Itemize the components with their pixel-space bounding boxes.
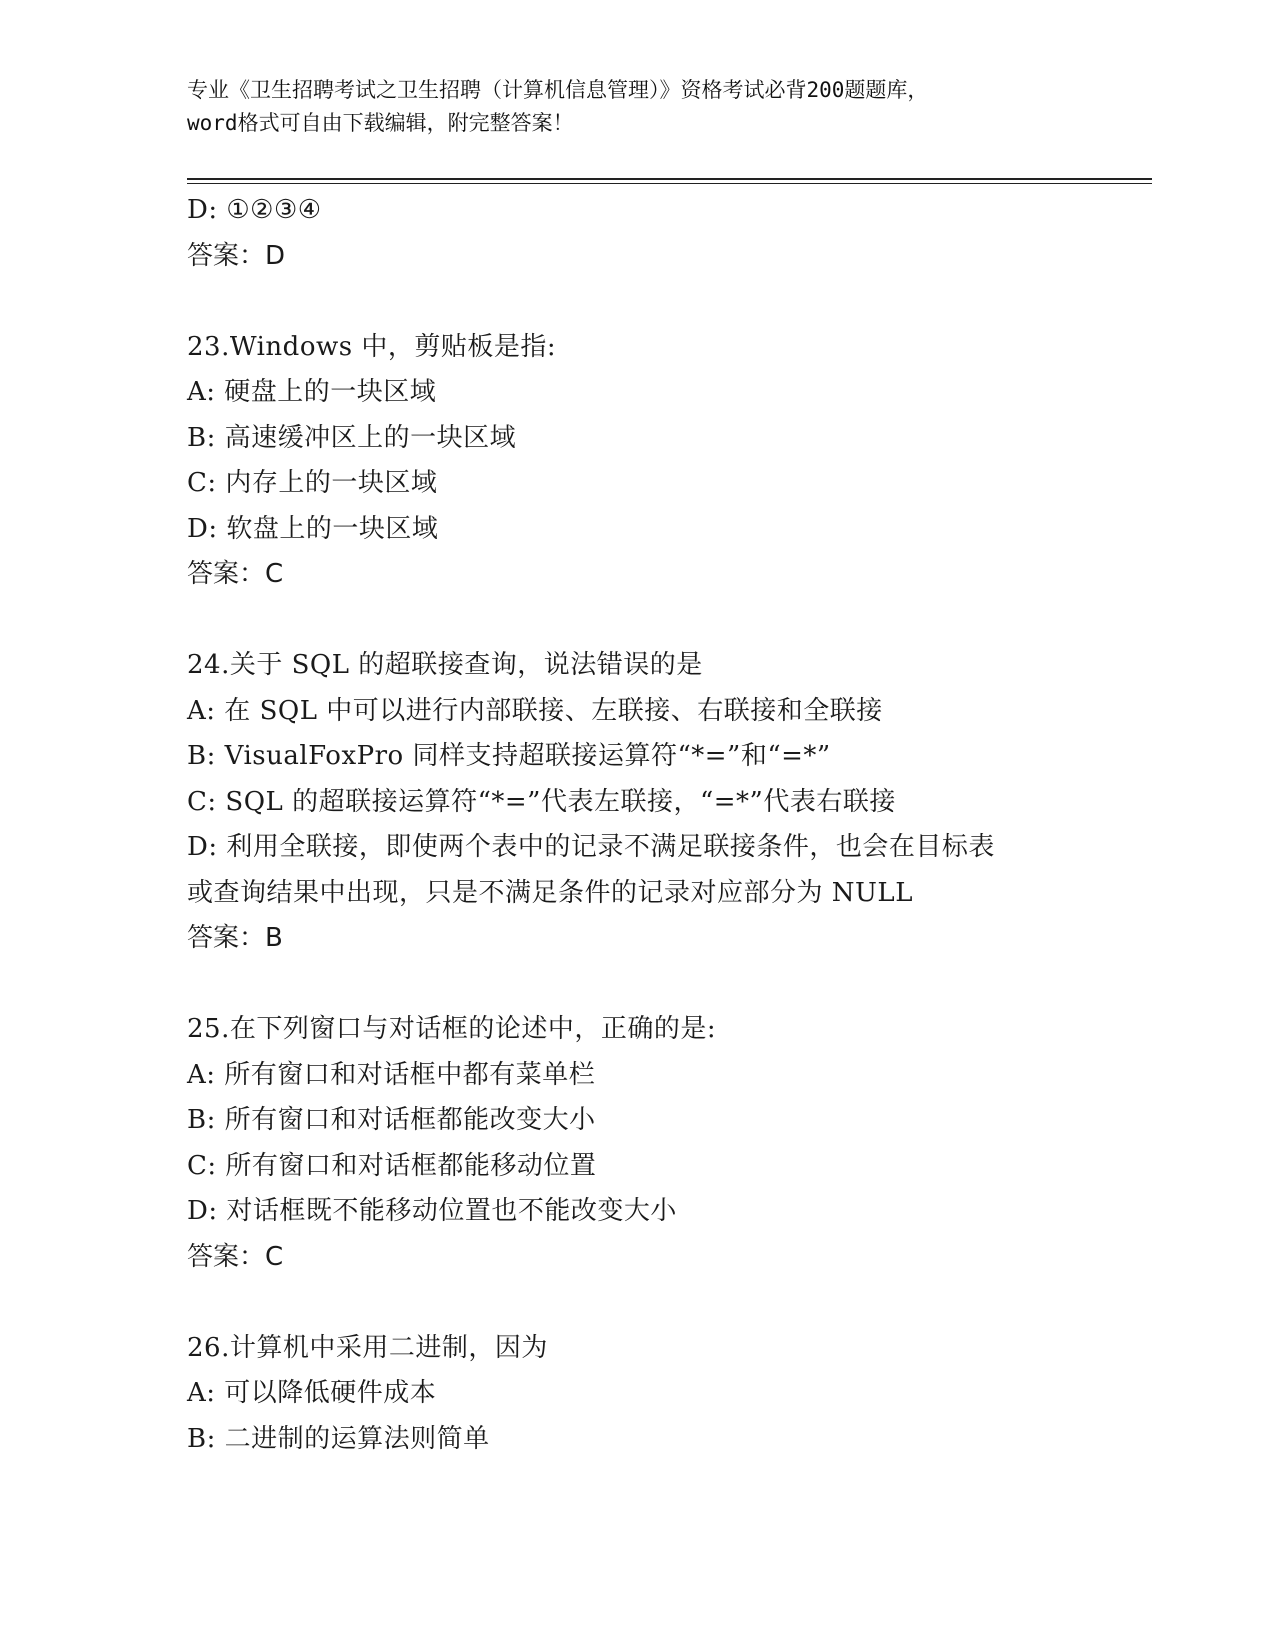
option-b: B: 所有窗口和对话框都能改变大小 [187,1105,596,1135]
question-23 [187,325,1147,598]
page-header [187,74,1087,140]
option-a: A: 在 SQL 中可以进行内部联接、左联接、右联接和全联接 [187,695,883,726]
spacer [187,1280,1147,1326]
option-a: A: 可以降低硬件成本 [187,1378,437,1408]
header-title-line-1: 专业《卫生招聘考试之卫生招聘（计算机信息管理）》资格考试必背200题题库， [187,78,929,102]
option-d: D: 软盘上的一块区域 [187,513,439,544]
question-25 [187,1007,1147,1280]
answer: 答案：C [187,559,284,589]
question-24 [187,643,1147,962]
option-b: B: VisualFoxPro 同样支持超联接运算符“*=”和“=*” [187,741,831,771]
question-list [187,188,1147,1462]
option-a: A: 硬盘上的一块区域 [187,377,437,407]
question-stem: 25.在下列窗口与对话框的论述中，正确的是: [187,1014,717,1044]
prev-option-d: D: ①②③④ [187,195,322,225]
answer: 答案：C [187,1241,284,1272]
option-c: C: SQL 的超联接运算符“*=”代表左联接，“=*”代表右联接 [187,786,896,817]
option-c: C: 所有窗口和对话框都能移动位置 [187,1150,597,1181]
spacer [187,962,1147,1008]
spacer [187,598,1147,644]
option-c: C: 内存上的一块区域 [187,468,438,498]
option-d-line-1: D: 利用全联接，即使两个表中的记录不满足联接条件，也会在目标表 [187,832,995,862]
prev-answer: 答案：D [187,240,286,271]
spacer [187,279,1147,325]
header-divider [187,178,1152,184]
question-stem: 26.计算机中采用二进制，因为 [187,1332,548,1363]
question-26 [187,1326,1147,1463]
answer: 答案：B [187,923,283,953]
option-d-line-2: 或查询结果中出现，只是不满足条件的记录对应部分为 NULL [187,877,913,908]
option-b: B: 高速缓冲区上的一块区域 [187,422,517,453]
question-stem: 24.关于 SQL 的超联接查询，说法错误的是 [187,650,703,680]
option-a: A: 所有窗口和对话框中都有菜单栏 [187,1059,596,1090]
question-stem: 23.Windows 中，剪贴板是指: [187,331,557,362]
option-b: B: 二进制的运算法则简单 [187,1423,490,1454]
header-title-line-2: word格式可自由下载编辑，附完整答案！ [187,111,574,135]
option-d: D: 对话框既不能移动位置也不能改变大小 [187,1196,677,1226]
